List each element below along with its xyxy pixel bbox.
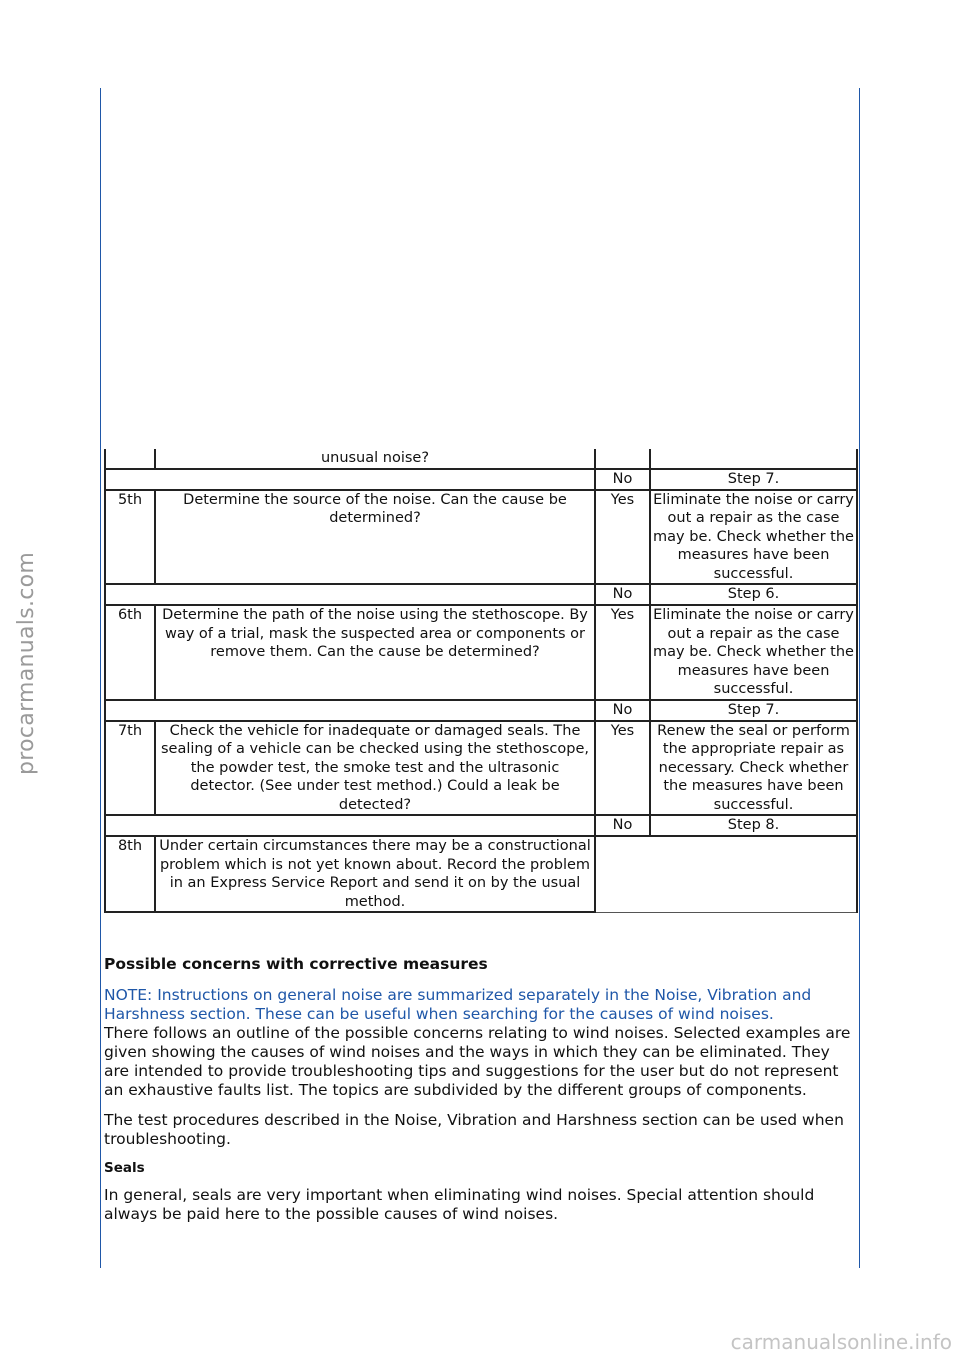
table-cell: [105, 469, 595, 490]
body-section: [104, 955, 856, 1235]
step-cell: 7th: [105, 721, 155, 816]
note-text: NOTE: Instructions on general noise are summarized separately in the Noise, Vibration and Harshness section. These can be useful when searching for the causes of wind noises.: [104, 986, 812, 1023]
action-cell: Renew the seal or perform the appropriate repair as necessary. Check whether the measures have been successful.: [650, 721, 857, 816]
action-cell: Step 7.: [650, 700, 857, 721]
answer-cell: Yes: [595, 490, 650, 585]
action-cell: Step 7.: [650, 469, 857, 490]
body-paragraph: The test procedures described in the Noise, Vibration and Harshness section can be used when troubleshooting.: [104, 1111, 844, 1148]
table-row: [105, 815, 857, 836]
action-cell: Step 6.: [650, 584, 857, 605]
question-cell: Check the vehicle for inadequate or damaged seals. The sealing of a vehicle can be checked using the stethoscope, the powder test, the smoke test and the ultrasonic detector. (See under test method.) Could a leak be detected?: [155, 721, 595, 816]
table-cell: [105, 700, 595, 721]
question-cell: Determine the path of the noise using the stethoscope. By way of a trial, mask the suspected area or components or remove them. Can the cause be determined?: [155, 605, 595, 700]
side-watermark: procarmanuals.com: [14, 551, 39, 775]
question-cell: Determine the source of the noise. Can the cause be determined?: [155, 490, 595, 585]
table-row: [105, 836, 857, 912]
step-cell: 6th: [105, 605, 155, 700]
table-cell: [650, 449, 857, 469]
step-cell: 5th: [105, 490, 155, 585]
table-row: [105, 700, 857, 721]
page-right-rule: [859, 88, 860, 1268]
table-cell: [105, 584, 595, 605]
table-row: [105, 584, 857, 605]
table-cell: [105, 449, 155, 469]
action-cell: Eliminate the noise or carry out a repair as the case may be. Check whether the measures have been successful.: [650, 490, 857, 585]
answer-cell: Yes: [595, 605, 650, 700]
page-left-rule: [100, 88, 101, 1268]
table-cell: [105, 815, 595, 836]
body-paragraph: In general, seals are very important when eliminating wind noises. Special attention should always be paid here to the possible causes of wind noises.: [104, 1186, 815, 1223]
diagnostic-steps-table: [104, 449, 858, 913]
question-cell: Under certain circumstances there may be a constructional problem which is not yet known about. Record the problem in an Express Service Report and send it on by the usual method.: [155, 836, 595, 912]
answer-cell: No: [595, 469, 650, 490]
question-cell: unusual noise?: [155, 449, 595, 469]
body-paragraph: There follows an outline of the possible concerns relating to wind noises. Selected examples are given showing the causes of wind noises and the ways in which they can be eliminated. They are intended to provide troubleshooting tips and suggestions for the user but do not represent an exhaustive faults list. The topics are subdivided by the different groups of components.: [104, 1024, 851, 1099]
table-row: [105, 605, 857, 700]
section-heading: Possible concerns with corrective measures: [104, 955, 488, 973]
answer-cell: No: [595, 584, 650, 605]
action-cell: Step 8.: [650, 815, 857, 836]
table-row: [105, 449, 857, 469]
table-row: [105, 721, 857, 816]
table-row: [105, 490, 857, 585]
action-cell: Eliminate the noise or carry out a repair as the case may be. Check whether the measures have been successful.: [650, 605, 857, 700]
answer-cell: No: [595, 700, 650, 721]
table-cell: [595, 836, 857, 912]
subsection-heading: Seals: [104, 1160, 145, 1176]
bottom-watermark: carmanualsonline.info: [730, 1330, 952, 1354]
step-cell: 8th: [105, 836, 155, 912]
answer-cell: Yes: [595, 721, 650, 816]
answer-cell: No: [595, 815, 650, 836]
table-cell: [595, 449, 650, 469]
table-row: [105, 469, 857, 490]
